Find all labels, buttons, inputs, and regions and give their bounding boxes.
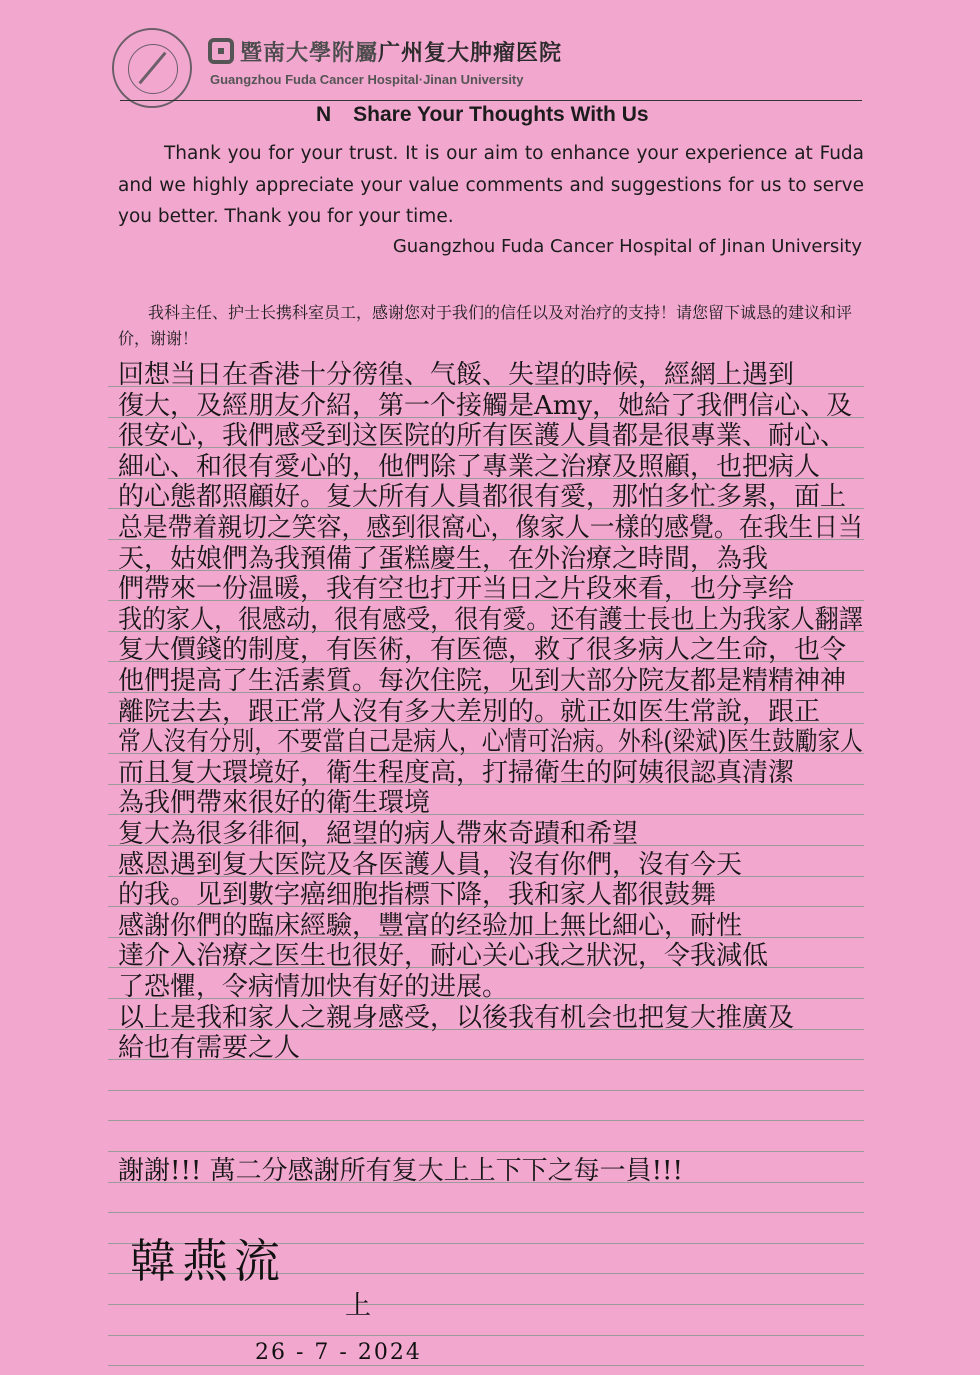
handwritten-line: 復大，及經朋友介紹，第一个接觸是Amy，她給了我們信心、及 bbox=[118, 390, 853, 421]
hospital-logo-icon bbox=[208, 38, 234, 64]
handwritten-line: 我的家人，很感动，很有感受，很有愛。还有護士長也上为我家人翻譯 bbox=[118, 604, 863, 635]
handwritten-line: 感恩遇到复大医院及各医護人員，沒有你們，沒有今天 bbox=[118, 849, 743, 880]
ruled-line bbox=[108, 1090, 864, 1091]
hospital-signature-en: Guangzhou Fuda Cancer Hospital of Jinan University bbox=[392, 236, 862, 257]
hospital-name-en: Guangzhou Fuda Cancer Hospital·Jinan University bbox=[210, 72, 524, 87]
handwritten-line: 回想当日在香港十分徬徨、气餒、失望的時候，經網上遇到 bbox=[118, 360, 795, 390]
cn-intro-paragraph: 我科主任、护士长携科室员工，感谢您对于我们的信任以及对治疗的支持！请您留下诚恳的建议和评价，谢谢！ bbox=[118, 303, 853, 348]
ruled-line bbox=[108, 1335, 864, 1336]
handwritten-line: 們帶來一份温暖，我有空也打开当日之片段來看，也分享给 bbox=[118, 574, 795, 605]
handwritten-line: 天，姑娘們為我預備了蛋糕慶生，在外治療之時間，為我 bbox=[118, 543, 769, 574]
header-divider bbox=[120, 100, 862, 101]
signature-mark: 上 bbox=[345, 1291, 372, 1321]
handwritten-line: 的心態都照顧好。复大所有人員都很有愛，那怕多忙多累，面上 bbox=[118, 482, 847, 513]
section-title bbox=[316, 103, 649, 127]
section-letter: N bbox=[316, 103, 332, 126]
handwritten-line: 他們提高了生活素質。每次住院，见到大部分院友都是精精神神 bbox=[118, 666, 847, 696]
ruled-line bbox=[108, 1212, 864, 1213]
handwritten-line: 離院去去，跟正常人沒有多大差別的。就正如医生常說，跟正 bbox=[118, 696, 821, 727]
handwritten-line: 常人沒有分別，不要當自己是病人，心情可治病。外科(梁斌)医生鼓勵家人 bbox=[118, 727, 863, 758]
handwritten-line: 細心、和很有愛心的，他們除了專業之治療及照顧，也把病人 bbox=[118, 451, 821, 482]
hospital-name-cn: 暨南大學附屬广州复大肿瘤医院 bbox=[240, 40, 563, 66]
handwritten-line: 感謝你們的臨床經驗，豐富的经验加上無比細心，耐性 bbox=[118, 910, 743, 941]
quality-seal-logo bbox=[112, 28, 192, 108]
ruled-line bbox=[108, 1365, 864, 1366]
handwritten-line: 复大為很多徘徊，絕望的病人帶來奇蹟和希望 bbox=[118, 819, 639, 849]
handwritten-line: 复大價錢的制度，有医術，有医德，救了很多病人之生命，也令 bbox=[118, 635, 847, 666]
handwritten-date: 26 - 7 - 2024 bbox=[255, 1340, 422, 1365]
handwritten-line: 而且复大環境好，衛生程度高，打掃衛生的阿姨很認真清潔 bbox=[118, 757, 795, 788]
handwritten-line: 很安心，我們感受到这医院的所有医護人員都是很專業、耐心、 bbox=[118, 421, 847, 452]
handwritten-signature: 韓燕流 bbox=[130, 1234, 286, 1288]
handwritten-line: 以上是我和家人之親身感受，以後我有机会也把复大推廣及 bbox=[118, 1002, 795, 1033]
handwritten-line: 給也有需要之人 bbox=[118, 1033, 301, 1064]
handwritten-line: 為我們帶來很好的衛生環境 bbox=[118, 788, 431, 819]
handwritten-line: 達介入治療之医生也很好，耐心关心我之狀況，令我減低 bbox=[118, 941, 769, 972]
handwritten-line: 了恐懼，令病情加快有好的进展。 bbox=[118, 972, 509, 1002]
section-title-text: Share Your Thoughts With Us bbox=[353, 103, 649, 126]
handwritten-line: 謝謝!!! 萬二分感謝所有复大上上下下之每一員!!! bbox=[118, 1156, 683, 1186]
handwritten-line: 总是帶着親切之笑容，感到很窩心，像家人一樣的感覺。在我生日当 bbox=[118, 513, 863, 543]
ruled-line bbox=[108, 1304, 864, 1305]
intro-paragraph: Thank you for your trust. It is our aim to enhance your experience at Fuda and we highly appreciate your value comments and suggestions for us to serve you better. Thank you for your time. bbox=[118, 143, 864, 227]
ruled-line bbox=[108, 1120, 864, 1121]
handwritten-line: 的我。见到數字癌细胞指標下降，我和家人都很鼓舞 bbox=[118, 880, 717, 911]
